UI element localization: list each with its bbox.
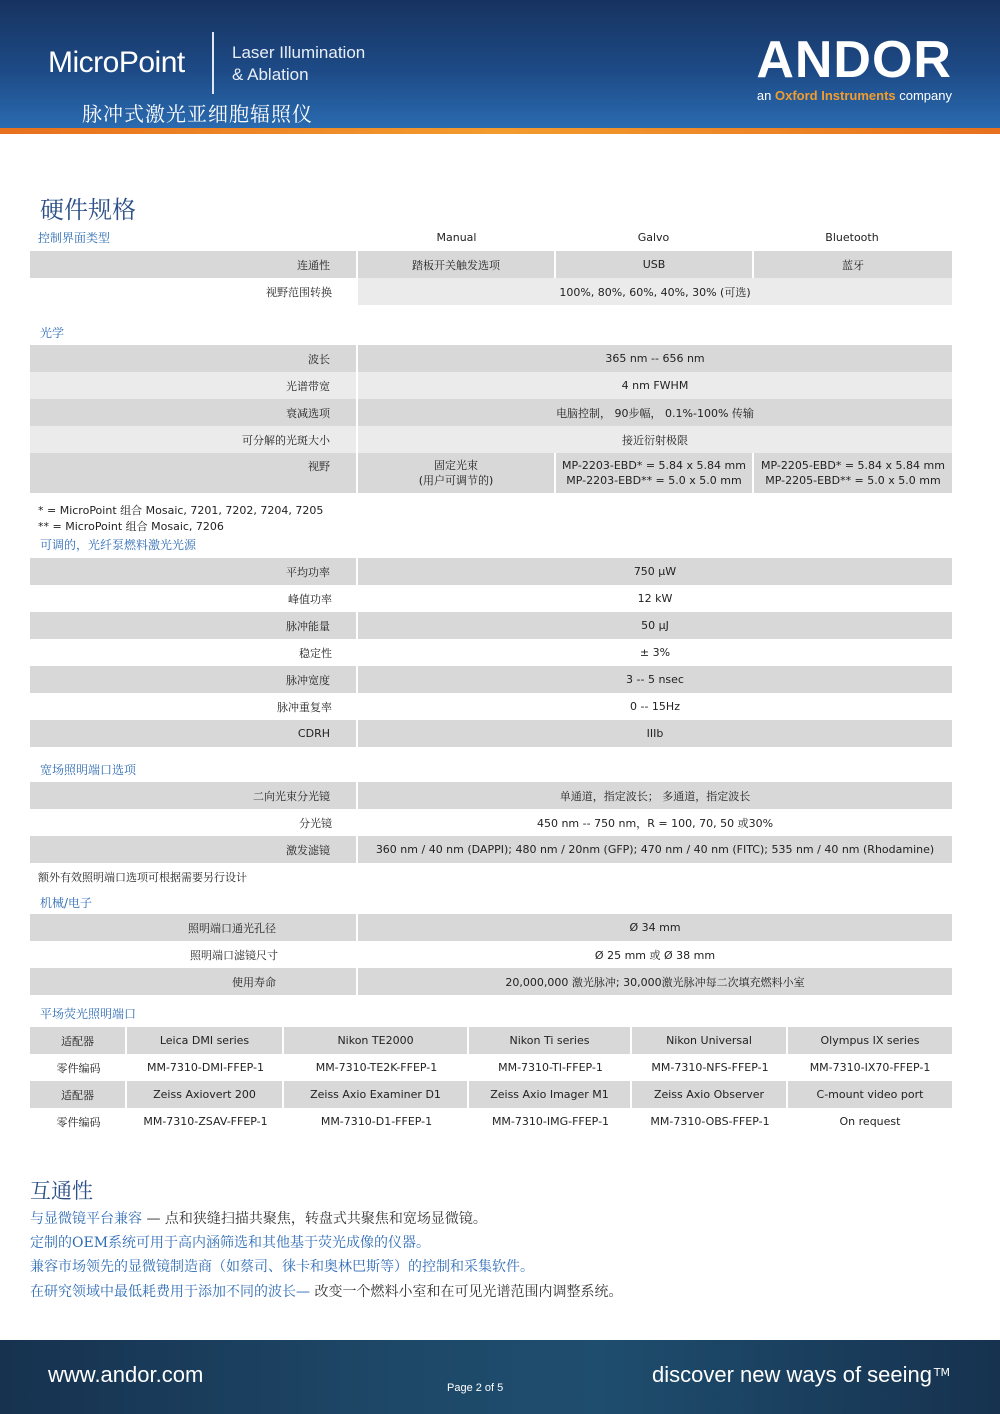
cell-value: 电脑控制， 90步幅， 0.1%-100% 传输 (358, 399, 952, 426)
cell-value: MM-7310-IX70-FFEP-1 (809, 1061, 931, 1074)
table-row (30, 278, 952, 305)
section-mech-label: 机械/电子 (40, 896, 93, 910)
brand-name: MicroPoint (48, 46, 185, 79)
table-row (30, 372, 952, 399)
section-widefield-label: 宽场照明端口选项 (40, 763, 137, 777)
table-row (30, 612, 952, 639)
table-row (30, 251, 952, 278)
table-row (30, 1081, 952, 1108)
cell-value (556, 453, 754, 493)
logo-tagline-brand: Oxford Instruments (775, 88, 896, 103)
cell-value: Nikon Ti series (469, 1027, 632, 1054)
interop-highlight: 定制的OEM系统可用于高内涵筛选和其他基于荧光成像的仪器。 (30, 1235, 431, 1251)
cell-value: 单通道，指定波长； 多通道，指定波长 (358, 782, 952, 809)
cell-value: Leica DMI series (127, 1027, 284, 1054)
optics-table (30, 345, 952, 493)
brand-subtitle (232, 42, 365, 86)
control-header-table (30, 226, 952, 248)
row-label: 平均功率 (30, 558, 358, 585)
table-row (30, 345, 952, 372)
footnote-single-star: * = MicroPoint 组合 Mosaic, 7201, 7202, 7204, 7205 (38, 504, 324, 517)
cell-value: Zeiss Axio Imager M1 (469, 1081, 632, 1108)
row-label: 使用寿命 (30, 968, 358, 995)
cell-value: 0 -- 15Hz (630, 700, 680, 713)
row-label: 可分解的光斑大小 (30, 426, 358, 453)
flat-table (30, 1027, 952, 1135)
fov-2205-line2: MP-2205-EBD** = 5.0 x 5.0 mm (765, 474, 941, 487)
row-label: 峰值功率 (288, 592, 332, 606)
laser-table (30, 558, 952, 747)
fov-fixed-line2: (用户可调节的) (418, 474, 494, 487)
row-label: 视野 (30, 453, 358, 493)
footer-tagline: discover new ways of seeing (651, 1362, 932, 1387)
brand-subtitle-line1: Laser Illumination (232, 43, 366, 62)
interop-line (30, 1256, 534, 1276)
cell-value: 蓝牙 (754, 251, 952, 278)
cell-value: Zeiss Axio Observer (632, 1081, 788, 1108)
cell-value: MM-7310-D1-FFEP-1 (320, 1115, 433, 1128)
table-row (30, 809, 952, 836)
row-label: 适配器 (30, 1027, 127, 1054)
fov-fixed-line1: 固定光束 (434, 459, 478, 472)
row-label: 光谱带宽 (30, 372, 358, 399)
row-label: 稳定性 (299, 646, 332, 660)
logo-tagline (756, 88, 952, 103)
cell-value: 3 -- 5 nsec (358, 666, 952, 693)
table-row (30, 1054, 952, 1081)
brand-divider (212, 32, 214, 94)
table-row (30, 399, 952, 426)
cell-value: MM-7310-IMG-FFEP-1 (491, 1115, 610, 1128)
cell-value: 450 nm -- 750 nm，R = 100, 70, 50 或30% (536, 816, 774, 830)
section-control-label: 控制界面类型 (38, 230, 111, 245)
table-row (30, 1108, 952, 1135)
header-accent-bar (0, 128, 1000, 134)
widefield-table (30, 782, 952, 863)
row-label: 脉冲能量 (30, 612, 358, 639)
trademark-mark: TM (933, 1366, 950, 1379)
table-row (30, 720, 952, 747)
interop-highlight: 兼容市场领先的显微镜制造商（如蔡司、徕卡和奥林巴斯等）的控制和采集软件。 (30, 1259, 534, 1275)
footer-website-link[interactable]: www.andor.com (48, 1362, 204, 1387)
logo-tagline-suffix: company (895, 88, 952, 103)
row-label: 脉冲宽度 (30, 666, 358, 693)
brand-subtitle-cn: 脉冲式激光亚细胞辐照仪 (82, 102, 313, 126)
row-label: 激发滤镜 (30, 836, 358, 863)
interop-title: 互通性 (30, 1179, 93, 1203)
cell-value: 360 nm / 40 nm (DAPPI); 480 nm / 20nm (GFP); 470 nm / 40 nm (FITC); 535 nm / 40 nm (Rhodamine) (358, 836, 952, 863)
interop-line (30, 1281, 622, 1301)
interop-text: 改变一个燃料小室和在可见光谱范围内调整系统。 (314, 1284, 623, 1300)
page-number: Page 2 of 5 (447, 1382, 504, 1394)
row-label: 衰减选项 (30, 399, 358, 426)
row-label: 照明端口滤镜尺寸 (190, 948, 278, 962)
cell-value: C-mount video port (788, 1081, 952, 1108)
section-flat-label: 平场荧光照明端口 (40, 1007, 137, 1021)
row-label: 适配器 (30, 1081, 127, 1108)
cell-value (358, 453, 556, 493)
row-label: 零件编码 (56, 1115, 101, 1129)
page-footer (0, 1340, 1000, 1414)
fov-2205-line1: MP-2205-EBD* = 5.84 x 5.84 mm (761, 459, 945, 472)
optics-notes (38, 503, 323, 535)
cell-value: 12 kW (637, 592, 673, 605)
interop-highlight: 与显微镜平台兼容 (30, 1211, 147, 1227)
table-row (30, 426, 952, 453)
cell-value: 50 µJ (358, 612, 952, 639)
cell-value: MM-7310-DMI-FFEP-1 (146, 1061, 265, 1074)
cell-value: ± 3% (639, 646, 671, 659)
cell-value: Ø 34 mm (358, 914, 952, 941)
row-label: CDRH (30, 720, 358, 747)
table-row (30, 558, 952, 585)
andor-logo (756, 31, 952, 103)
cell-value: 4 nm FWHM (358, 372, 952, 399)
mech-table (30, 914, 952, 995)
table-row (30, 968, 952, 995)
table-row (30, 782, 952, 809)
cell-value: MM-7310-TI-FFEP-1 (498, 1061, 603, 1074)
cell-value: MM-7310-ZSAV-FFEP-1 (143, 1115, 268, 1128)
fov-2203-line1: MP-2203-EBD* = 5.84 x 5.84 mm (562, 459, 746, 472)
cell-value: 100%, 80%, 60%, 40%, 30% (可选) (358, 278, 952, 305)
cell-value: MM-7310-OBS-FFEP-1 (650, 1115, 770, 1128)
table-row (30, 666, 952, 693)
page-title: 硬件规格 (40, 196, 136, 224)
row-label: 连通性 (30, 251, 358, 278)
cell-value: Ø 25 mm 或 Ø 38 mm (594, 948, 716, 962)
footnote-double-star: ** = MicroPoint 组合 Mosaic, 7206 (38, 520, 224, 533)
table-row (30, 639, 952, 666)
interop-line (30, 1208, 487, 1228)
control-col-bluetooth: Bluetooth (825, 230, 879, 244)
page-header (0, 0, 1000, 128)
row-label: 二向光束分光镜 (30, 782, 358, 809)
table-row (30, 585, 952, 612)
row-label: 零件编码 (56, 1061, 101, 1075)
cell-value: Zeiss Axiovert 200 (127, 1081, 284, 1108)
cell-value: MM-7310-NFS-FFEP-1 (651, 1061, 769, 1074)
table-row (30, 1027, 952, 1054)
table-row (30, 693, 952, 720)
interop-text: — 点和狭缝扫描共聚焦，转盘式共聚焦和宽场显微镜。 (146, 1211, 487, 1227)
logo-tagline-prefix: an (756, 88, 775, 103)
cell-value: 20,000,000 激光脉冲; 30,000激光脉冲每二次填充燃料小室 (358, 968, 952, 995)
brand-subtitle-line2: & Ablation (232, 65, 309, 84)
cell-value: Nikon Universal (632, 1027, 788, 1054)
row-label: 脉冲重复率 (277, 700, 332, 714)
cell-value: IIIb (358, 720, 952, 747)
cell-value: USB (556, 251, 754, 278)
cell-value: Olympus IX series (788, 1027, 952, 1054)
control-table (30, 251, 952, 305)
widefield-note: 额外有效照明端口选项可根据需要另行设计 (38, 871, 247, 884)
interop-line (30, 1232, 430, 1252)
interop-highlight: 在研究领域中最低耗费用于添加不同的波长— (30, 1284, 315, 1300)
cell-value: 365 nm -- 656 nm (358, 345, 952, 372)
row-label: 分光镜 (299, 816, 332, 830)
cell-value: 接近衍射极限 (358, 426, 952, 453)
table-row (30, 836, 952, 863)
cell-value: 750 µW (358, 558, 952, 585)
fov-2203-line2: MP-2203-EBD** = 5.0 x 5.0 mm (566, 474, 742, 487)
row-label: 波长 (30, 345, 358, 372)
cell-value: Nikon TE2000 (284, 1027, 469, 1054)
logo-wordmark: ANDOR (756, 31, 952, 89)
cell-value (754, 453, 952, 493)
control-col-galvo: Galvo (637, 230, 670, 244)
cell-value: MM-7310-TE2K-FFEP-1 (315, 1061, 438, 1074)
table-row (30, 453, 952, 493)
cell-value: Zeiss Axio Examiner D1 (284, 1081, 469, 1108)
row-label: 视野范围转换 (266, 285, 332, 299)
section-laser-label: 可调的，光纤泵燃料激光光源 (40, 538, 197, 552)
section-optics-label: 光学 (40, 326, 65, 340)
cell-value: On request (839, 1115, 901, 1128)
table-row (30, 914, 952, 941)
control-col-manual: Manual (436, 230, 477, 244)
row-label: 照明端口通光孔径 (30, 914, 358, 941)
cell-value: 踏板开关触发选项 (358, 251, 556, 278)
table-row (30, 941, 952, 968)
